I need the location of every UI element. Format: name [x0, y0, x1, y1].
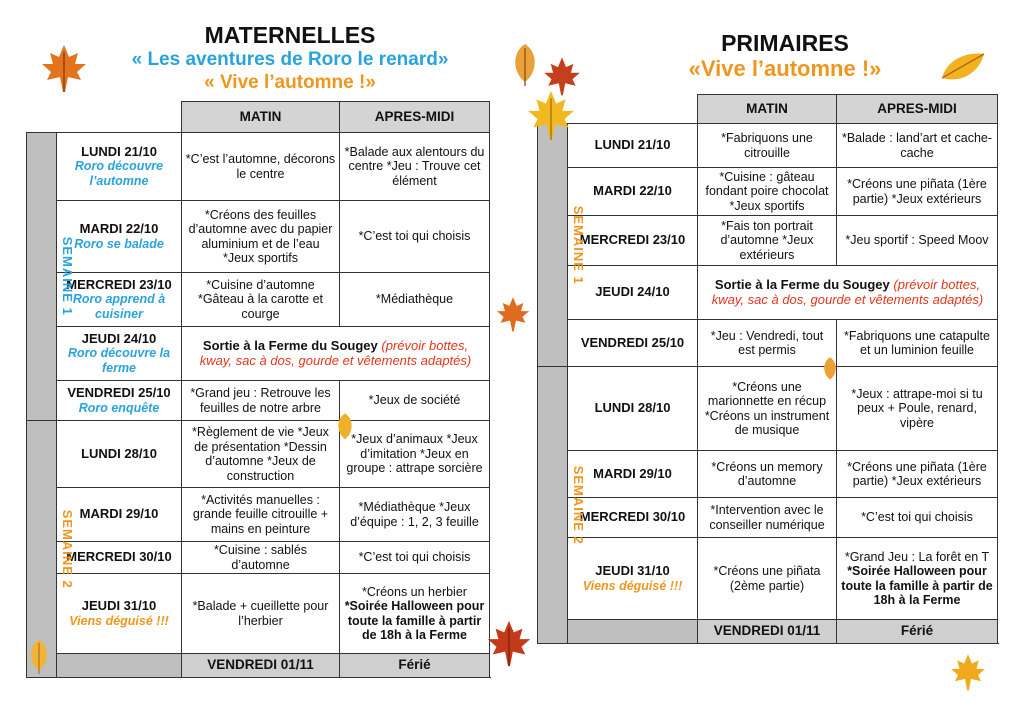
apres-midi-cell: *Jeu sportif : Speed Moov	[837, 216, 998, 266]
leaf-icon	[820, 355, 840, 383]
empty-corner	[27, 102, 182, 133]
apres-midi-cell: *Médiathèque	[340, 273, 490, 327]
day-cell: JEUDI 31/10 Viens déguisé !!!	[568, 538, 698, 620]
day-cell: MERCREDI 30/10	[568, 498, 698, 538]
day-cell: MARDI 22/10 Roro se balade	[57, 201, 182, 273]
day-cell: LUNDI 28/10	[57, 421, 182, 488]
day-cell: LUNDI 28/10	[568, 367, 698, 451]
apres-midi-cell: *Créons une piñata (1ère partie) *Jeux extérieurs	[837, 168, 998, 216]
matin-cell: *Créons des feuilles d’automne avec du papier aluminium et de l’eau *Jeux sportifs	[182, 201, 340, 273]
matin-cell: *Règlement de vie *Jeux de présentation *Dessin d’automne *Jeux de construction	[182, 421, 340, 488]
apres-midi-cell: *Créons un herbier *Soirée Halloween pour toute la famille à partir de 18h à la Ferme	[340, 574, 490, 654]
apres-midi-cell: *Créons une piñata (1ère partie) *Jeux extérieurs	[837, 451, 998, 498]
primaires-schedule-table	[537, 94, 998, 644]
day-cell: MERCREDI 23/10 Roro apprend à cuisiner	[57, 273, 182, 327]
week-1-label: SEMAINE 1	[27, 133, 57, 421]
apres-midi-cell: *C’est toi qui choisis	[837, 498, 998, 538]
day-cell: LUNDI 21/10 Roro découvre l’automne	[57, 133, 182, 201]
week-2-label: SEMAINE 2	[538, 367, 568, 644]
matin-header: MATIN	[698, 95, 837, 124]
day-cell: MERCREDI 23/10	[568, 216, 698, 266]
matin-cell: *Grand jeu : Retrouve les feuilles de notre arbre	[182, 381, 340, 421]
day-cell: MARDI 29/10	[57, 488, 182, 542]
maple-leaf-icon	[38, 42, 90, 94]
maternelles-schedule-table	[26, 101, 490, 678]
apres-midi-header: APRES-MIDI	[340, 102, 490, 133]
leaf-icon	[332, 412, 358, 442]
matin-header: MATIN	[182, 102, 340, 133]
maternelles-theme: « Vive l’automne !»	[204, 72, 376, 93]
matin-cell: *Balade + cueillette pour l’herbier	[182, 574, 340, 654]
matin-cell: *Cuisine d’automne *Gâteau à la carotte et courge	[182, 273, 340, 327]
leaf-icon	[508, 42, 542, 86]
leaf-icon	[938, 48, 988, 86]
matin-cell: *Créons une marionnette en récup *Créons un instrument de musique	[698, 367, 837, 451]
day-cell: LUNDI 21/10	[568, 124, 698, 168]
maple-leaf-icon	[948, 652, 988, 692]
matin-cell: *Créons un memory d’automne	[698, 451, 837, 498]
matin-cell: *Cuisine : gâteau fondant poire chocolat *Jeux sportifs	[698, 168, 837, 216]
week-2-label-end	[57, 654, 182, 678]
matin-cell: *Activités manuelles : grande feuille citrouille + mains en peinture	[182, 488, 340, 542]
apres-midi-cell: *Jeux d’animaux *Jeux d’imitation *Jeux en groupe : attrape sorcière	[340, 421, 490, 488]
day-cell: VENDREDI 25/10 Roro enquête	[57, 381, 182, 421]
maple-leaf-icon	[494, 295, 532, 333]
day-cell: JEUDI 31/10 Viens déguisé !!!	[57, 574, 182, 654]
maternelles-subtitle: « Les aventures de Roro le renard»	[131, 49, 449, 70]
apres-midi-cell: *Balade : land’art et cache-cache	[837, 124, 998, 168]
matin-cell: *Fabriquons une citrouille	[698, 124, 837, 168]
day-cell: JEUDI 24/10 Roro découvre la ferme	[57, 327, 182, 381]
apres-midi-cell: *Fabriquons une catapulte et un luminion feuille	[837, 320, 998, 367]
maple-leaf-icon	[484, 618, 534, 668]
day-cell: VENDREDI 01/11	[698, 620, 837, 644]
day-cell: VENDREDI 25/10	[568, 320, 698, 367]
week-2-label-end	[568, 620, 698, 644]
week-2-label: SEMAINE 2	[27, 421, 57, 678]
primaires-theme: «Vive l’automne !»	[688, 56, 882, 81]
sortie-cell: Sortie à la Ferme du Sougey (prévoir bottes, kway, sac à dos, gourde et vêtements adaptés)	[698, 266, 998, 320]
matin-cell: *Jeu : Vendredi, tout est permis	[698, 320, 837, 367]
leaf-icon	[22, 638, 56, 674]
matin-cell: *Intervention avec le conseiller numérique	[698, 498, 837, 538]
apres-midi-header: APRES-MIDI	[837, 95, 998, 124]
matin-cell: *Cuisine : sablés d’automne	[182, 542, 340, 574]
sortie-cell: Sortie à la Ferme du Sougey (prévoir bottes, kway, sac à dos, gourde et vêtements adaptés)	[182, 327, 490, 381]
apres-midi-cell: *Grand Jeu : La forêt en T *Soirée Halloween pour toute la famille à partir de 18h à la Ferme	[837, 538, 998, 620]
ferie-cell: Férié	[340, 654, 490, 678]
week-1-label: SEMAINE 1	[538, 124, 568, 367]
maple-leaf-icon	[524, 88, 578, 142]
apres-midi-cell: *Médiathèque *Jeux d’équipe : 1, 2, 3 feuille	[340, 488, 490, 542]
matin-cell: *Fais ton portrait d’automne *Jeux extérieurs	[698, 216, 837, 266]
matin-cell: *C’est l’automne, décorons le centre	[182, 133, 340, 201]
apres-midi-cell: *Jeux : attrape-moi si tu peux + Poule, renard, vipère	[837, 367, 998, 451]
primaires-title: PRIMAIRES	[721, 30, 849, 56]
day-cell: JEUDI 24/10	[568, 266, 698, 320]
day-cell: MERCREDI 30/10	[57, 542, 182, 574]
apres-midi-cell: *Jeux de société	[340, 381, 490, 421]
matin-cell: *Créons une piñata (2ème partie)	[698, 538, 837, 620]
apres-midi-cell: *C’est toi qui choisis	[340, 542, 490, 574]
apres-midi-cell: *Balade aux alentours du centre *Jeu : Trouve cet élément	[340, 133, 490, 201]
maternelles-title: MATERNELLES	[204, 22, 376, 48]
ferie-cell: Férié	[837, 620, 998, 644]
apres-midi-cell: *C’est toi qui choisis	[340, 201, 490, 273]
day-cell: MARDI 29/10	[568, 451, 698, 498]
day-cell: MARDI 22/10	[568, 168, 698, 216]
day-cell: VENDREDI 01/11	[182, 654, 340, 678]
